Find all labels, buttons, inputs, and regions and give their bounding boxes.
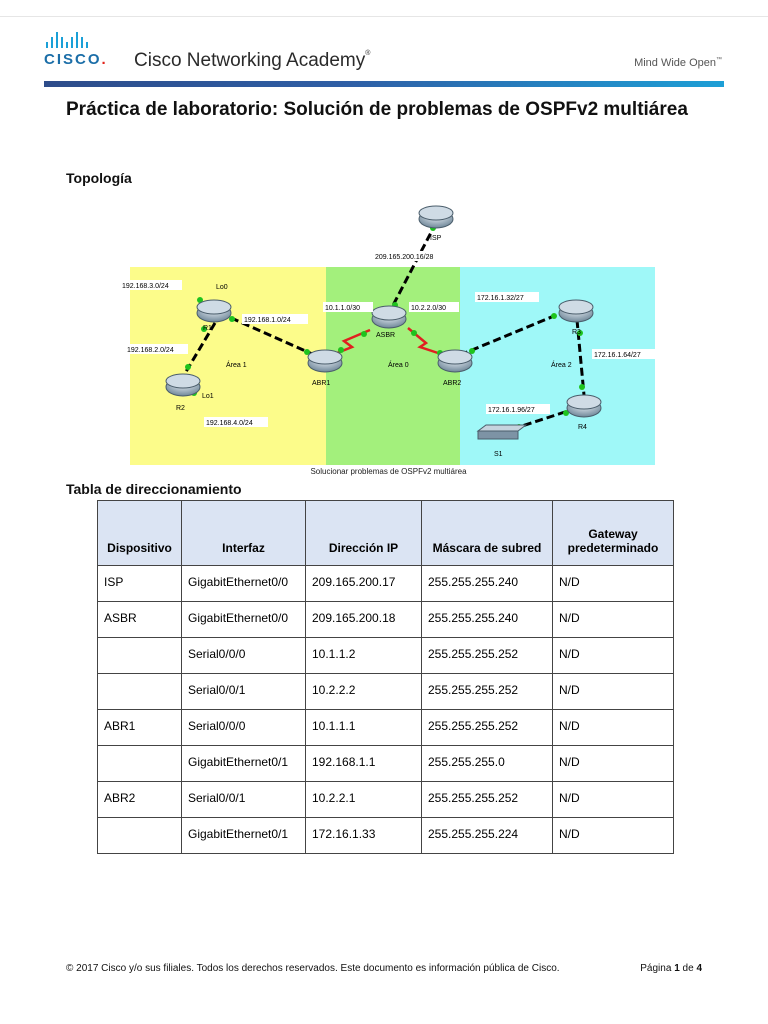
cell-ip: 209.165.200.17 — [306, 566, 422, 602]
page-total: 4 — [696, 963, 702, 974]
cell-gateway: N/D — [553, 638, 674, 674]
cell-mask: 255.255.255.252 — [422, 638, 553, 674]
cell-gateway: N/D — [553, 818, 674, 854]
label-lo1: Lo1 — [202, 393, 214, 400]
cell-ip: 10.2.2.2 — [306, 674, 422, 710]
label-net-abr1-asbr: 10.1.1.0/30 — [325, 305, 361, 312]
cell-device: ASBR — [98, 602, 182, 638]
router-abr1-icon — [308, 350, 342, 372]
cell-mask: 255.255.255.252 — [422, 674, 553, 710]
label-net-r1-r2: 192.168.2.0/24 — [127, 347, 174, 354]
top-rule — [0, 16, 768, 17]
addressing-table — [97, 500, 674, 854]
cell-interface: GigabitEthernet0/0 — [182, 602, 306, 638]
label-net-r4-s1: 172.16.1.96/27 — [488, 407, 535, 414]
label-r3: R3 — [572, 329, 581, 336]
cell-device — [98, 674, 182, 710]
label-net-asbr-abr2: 10.2.2.0/30 — [411, 305, 447, 312]
cell-gateway: N/D — [553, 746, 674, 782]
cell-interface: Serial0/0/1 — [182, 782, 306, 818]
cisco-wordmark: CISCO. — [44, 51, 108, 68]
col-header-ip: Dirección IP — [306, 501, 422, 566]
label-area0: Área 0 — [388, 362, 409, 369]
cell-interface: Serial0/0/0 — [182, 710, 306, 746]
topology-caption: Solucionar problemas de OSPFv2 multiárea — [310, 467, 467, 476]
cell-device: ABR2 — [98, 782, 182, 818]
table-row — [98, 638, 674, 674]
cell-ip: 192.168.1.1 — [306, 746, 422, 782]
label-s1: S1 — [494, 451, 503, 458]
cell-gateway: N/D — [553, 782, 674, 818]
router-asbr-icon — [372, 306, 406, 328]
topology-heading: Topología — [66, 170, 132, 186]
label-area1: Área 1 — [226, 362, 247, 369]
router-r1-icon — [197, 300, 231, 322]
label-net-r3-r4: 172.16.1.64/27 — [594, 352, 641, 359]
label-r4: R4 — [578, 424, 587, 431]
cell-mask: 255.255.255.0 — [422, 746, 553, 782]
cell-interface: GigabitEthernet0/1 — [182, 818, 306, 854]
cell-interface: Serial0/0/1 — [182, 674, 306, 710]
cisco-bridge-icon — [46, 30, 108, 48]
cell-mask: 255.255.255.240 — [422, 566, 553, 602]
table-row — [98, 602, 674, 638]
cell-interface: Serial0/0/0 — [182, 638, 306, 674]
router-r2-icon — [166, 374, 200, 396]
page-current: 1 — [674, 963, 680, 974]
cell-interface: GigabitEthernet0/0 — [182, 566, 306, 602]
cell-device: ISP — [98, 566, 182, 602]
table-row — [98, 566, 674, 602]
cell-mask: 255.255.255.240 — [422, 602, 553, 638]
cell-ip: 209.165.200.18 — [306, 602, 422, 638]
table-row — [98, 710, 674, 746]
cell-gateway: N/D — [553, 566, 674, 602]
footer-copyright: © 2017 Cisco y/o sus filiales. Todos los derechos reservados. Este documento es información pública de Cisco. — [66, 963, 560, 974]
col-header-mask: Máscara de subred — [422, 501, 553, 566]
cell-mask: 255.255.255.252 — [422, 710, 553, 746]
label-isp: ISP — [430, 235, 442, 242]
cell-interface: GigabitEthernet0/1 — [182, 746, 306, 782]
label-area2: Área 2 — [551, 362, 572, 369]
table-row — [98, 782, 674, 818]
label-abr1: ABR1 — [312, 380, 331, 387]
cell-gateway: N/D — [553, 710, 674, 746]
cell-device — [98, 746, 182, 782]
cell-mask: 255.255.255.252 — [422, 782, 553, 818]
cisco-logo — [44, 30, 108, 68]
academy-name: Cisco Networking Academy® — [134, 50, 371, 71]
col-header-device: Dispositivo — [98, 501, 182, 566]
router-r4-icon — [567, 395, 601, 417]
cell-mask: 255.255.255.224 — [422, 818, 553, 854]
label-net-lo0: 192.168.3.0/24 — [122, 283, 169, 290]
label-r1: R1 — [203, 325, 212, 332]
cell-ip: 172.16.1.33 — [306, 818, 422, 854]
col-header-gateway: Gateway predeterminado — [553, 501, 674, 566]
router-r3-icon — [559, 300, 593, 322]
label-net-isp: 209.165.200.16/28 — [375, 254, 434, 261]
router-isp-icon — [419, 206, 453, 228]
table-row — [98, 746, 674, 782]
cell-gateway: N/D — [553, 602, 674, 638]
table-row — [98, 818, 674, 854]
cell-device — [98, 818, 182, 854]
cell-ip: 10.1.1.2 — [306, 638, 422, 674]
page-number — [640, 963, 702, 974]
cell-ip: 10.1.1.1 — [306, 710, 422, 746]
label-net-abr2-r3: 172.16.1.32/27 — [477, 295, 524, 302]
topology-diagram — [122, 195, 655, 465]
col-header-interface: Interfaz — [182, 501, 306, 566]
cell-ip: 10.2.2.1 — [306, 782, 422, 818]
table-row — [98, 674, 674, 710]
page-label: Página — [640, 963, 672, 974]
label-net-r1-abr1: 192.168.1.0/24 — [244, 317, 291, 324]
table-header-row — [98, 501, 674, 566]
label-r2: R2 — [176, 405, 185, 412]
label-lo0: Lo0 — [216, 284, 228, 291]
label-abr2: ABR2 — [443, 380, 462, 387]
header-gradient-bar — [44, 81, 724, 87]
page-of: de — [682, 963, 694, 974]
cell-device — [98, 638, 182, 674]
router-abr2-icon — [438, 350, 472, 372]
cell-gateway: N/D — [553, 674, 674, 710]
cell-device: ABR1 — [98, 710, 182, 746]
page-title: Práctica de laboratorio: Solución de problemas de OSPFv2 multiárea — [66, 99, 688, 120]
tagline: Mind Wide Open™ — [634, 57, 722, 69]
addressing-heading: Tabla de direccionamiento — [66, 481, 242, 497]
label-net-lo1: 192.168.4.0/24 — [206, 420, 253, 427]
label-asbr: ASBR — [376, 332, 396, 339]
